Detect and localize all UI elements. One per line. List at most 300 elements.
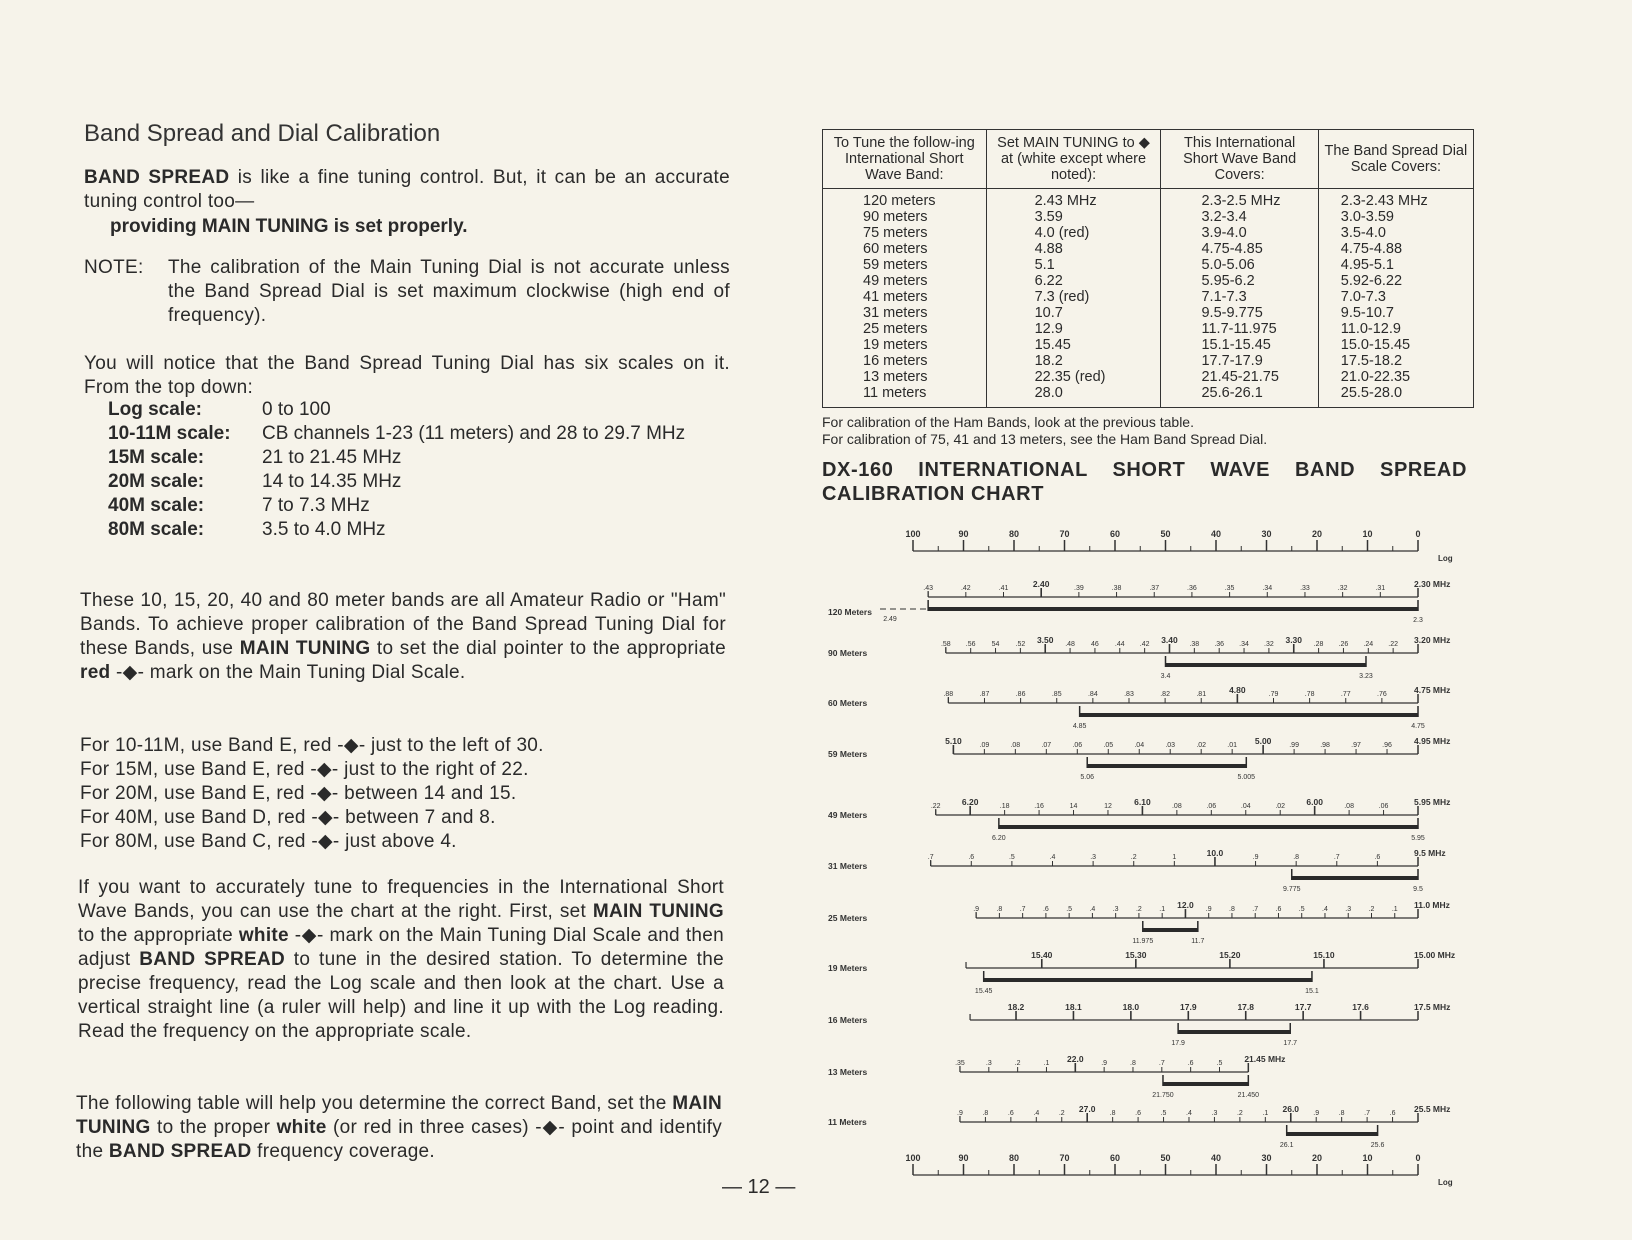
log-tick-label: 70 <box>1059 529 1070 539</box>
band-scale-label: .3 <box>1345 906 1352 913</box>
table-cell: 18.2 <box>986 353 1161 369</box>
band-scale-label: .44 <box>1114 641 1125 648</box>
band-scale-label: .77 <box>1340 691 1351 698</box>
band-coverage-bar <box>1163 1082 1248 1086</box>
bold-text: red <box>80 662 111 683</box>
band-scale-label: .06 <box>1206 803 1217 810</box>
band-scale-label: 3.50 <box>1036 635 1054 645</box>
band-scale-label: 12.0 <box>1177 900 1194 910</box>
band-scale-label: .35 <box>955 1060 965 1067</box>
log-tick-label: 20 <box>1311 1153 1323 1163</box>
band-scale-label: .8 <box>1293 854 1300 861</box>
band-scale-label: .98 <box>1320 742 1330 749</box>
band-scale-label: .42 <box>960 585 971 592</box>
band-scale-label: .6 <box>1275 906 1282 913</box>
table-header-cell: This International Short Wave Band Covers: <box>1161 130 1318 189</box>
band-scale-label: .02 <box>1196 742 1207 749</box>
band-scale-label: .3 <box>985 1060 992 1067</box>
band-coverage-bar <box>1143 928 1198 932</box>
band-scale-label: .2 <box>1135 906 1142 913</box>
band-scale-label: .9 <box>1313 1110 1320 1117</box>
text: These 10, 15, 20, 40 and 80 meter bands are all Amateur Radio or "Ham" Bands. To achieve proper calibration of the Band Spread Tuning Dial for these Bands, use <box>80 590 726 659</box>
band-coverage-bar <box>1087 764 1246 768</box>
text: -◆- mark on the Main Tuning Dial Scale. <box>110 662 466 683</box>
band-scale-label: .34 <box>1239 641 1249 648</box>
table-cell: 59 meters <box>823 257 987 273</box>
band-scale-label: .5 <box>1216 1060 1223 1067</box>
section-title: Band Spread and Dial Calibration <box>84 120 441 147</box>
band-scale-label: .38 <box>1111 585 1122 592</box>
band-row-label: 31 Meters <box>828 861 868 871</box>
text: to the appropriate <box>78 925 239 946</box>
band-scale-label: .01 <box>1227 742 1238 749</box>
table-cell: 21.0-22.35 <box>1318 369 1473 385</box>
band-scale-label: 15.00 MHz <box>1414 950 1456 960</box>
band-scale-label: .4 <box>1186 1110 1192 1117</box>
band-scale-label: 5.95 MHz <box>1414 797 1451 807</box>
band-row-label: 13 Meters <box>828 1067 868 1077</box>
band-scale-label: .5 <box>1298 906 1305 913</box>
band-scale-label: .33 <box>1300 585 1310 592</box>
band-scale-label: 18.2 <box>1007 1002 1025 1012</box>
band-coverage-label: 21.750 <box>1152 1092 1174 1099</box>
band-coverage-label: 9.775 <box>1282 886 1301 893</box>
band-scale-label: .88 <box>943 691 954 698</box>
band-scale-label: .7 <box>1019 906 1026 913</box>
table-cell: 10.7 <box>986 305 1161 321</box>
band-scale-label: .6 <box>1187 1060 1194 1067</box>
footnote: For calibration of 75, 41 and 13 meters, see the Ham Band Spread Dial. <box>822 431 1268 447</box>
band-row-label: 90 Meters <box>828 648 868 658</box>
table-cell: 2.3-2.43 MHz <box>1318 189 1473 210</box>
text: frequency coverage. <box>251 1141 436 1162</box>
band-scale-label: .85 <box>1051 691 1062 698</box>
note-label: NOTE: <box>84 257 144 278</box>
band-scale-label: 4.95 MHz <box>1414 736 1451 746</box>
text: is like a fine tuning control. But, it can be an accurate tuning control too— <box>84 167 730 212</box>
band-scale-label: .99 <box>1289 742 1299 749</box>
band-coverage-bar <box>1178 1030 1290 1034</box>
band-scale-label: .4 <box>1033 1110 1040 1117</box>
band-scale-label: .7 <box>927 854 934 861</box>
table-cell: 9.5-9.775 <box>1161 305 1318 321</box>
table-cell: 7.3 (red) <box>986 289 1161 305</box>
log-tick-label: 90 <box>958 529 969 539</box>
log-axis-label: Log <box>1438 554 1453 563</box>
table-cell: 19 meters <box>823 337 987 353</box>
table-cell: 31 meters <box>823 305 987 321</box>
band-coverage-bar <box>1080 713 1418 717</box>
band-scale-label: .22 <box>930 803 941 810</box>
table-cell: 17.5-18.2 <box>1318 353 1473 369</box>
band-scale-label: .1 <box>1391 906 1398 913</box>
band-scale-label: .18 <box>999 803 1010 810</box>
log-axis-label: Log <box>1438 1178 1453 1187</box>
band-scale-label: .6 <box>1389 1110 1396 1117</box>
band-scale-label: .08 <box>1171 803 1182 810</box>
band-scale-label: .86 <box>1015 691 1026 698</box>
table-cell: 13 meters <box>823 369 987 385</box>
table-cell: 6.22 <box>986 273 1161 289</box>
band-scale-label: .36 <box>1214 641 1225 648</box>
band-scale-label: .06 <box>1072 742 1083 749</box>
band-scale-label: .8 <box>1229 906 1235 913</box>
table-cell: 2.3-2.5 MHz <box>1161 189 1318 210</box>
band-scale-label: .6 <box>968 854 975 861</box>
table-cell: 3.2-3.4 <box>1161 209 1318 225</box>
band-coverage-label: 17.9 <box>1171 1040 1185 1047</box>
band-coverage-label: 5.005 <box>1237 774 1256 781</box>
band-scale-label: .2 <box>1368 906 1375 913</box>
band-scale-label: .2 <box>1014 1060 1021 1067</box>
band-scale-label: 2.30 MHz <box>1414 579 1451 589</box>
bold-text: BAND SPREAD <box>139 949 286 970</box>
band-instruction: For 40M, use Band D, red -◆- between 7 and 8. <box>80 807 496 828</box>
band-scale-label: .3 <box>1112 906 1119 913</box>
band-scale-label: 17.6 <box>1352 1002 1369 1012</box>
band-scale-label: 12 <box>1104 803 1112 810</box>
band-scale-label: .02 <box>1275 803 1286 810</box>
band-scale-label: .96 <box>1382 742 1392 749</box>
scale-range: 7 to 7.3 MHz <box>262 495 370 516</box>
log-tick-label: 40 <box>1210 529 1222 539</box>
log-tick-label: 30 <box>1261 529 1272 539</box>
scale-name: 20M scale: <box>108 471 205 492</box>
band-coverage-label: 2.3 <box>1413 617 1423 624</box>
bold-text: MAIN TUNING <box>76 1093 722 1138</box>
band-scale-label: .22 <box>1388 641 1399 648</box>
band-scale-label: 6.20 <box>961 797 979 807</box>
log-tick-label: 50 <box>1160 1153 1171 1163</box>
log-tick-label: 70 <box>1059 1153 1070 1163</box>
table-cell: 12.9 <box>986 321 1161 337</box>
band-coverage-bar <box>1287 1132 1378 1136</box>
text: -◆- mark on the Main Tuning Dial Scale and then adjust <box>78 925 724 970</box>
band-scale-label: .5 <box>1008 854 1015 861</box>
log-tick-label: 90 <box>958 1153 969 1163</box>
table-cell: 75 meters <box>823 225 987 241</box>
band-scale-label: .82 <box>1160 691 1170 698</box>
bold-text: providing MAIN TUNING is set properly. <box>110 216 468 237</box>
band-coverage-label: 3.4 <box>1160 673 1171 680</box>
scale-range: 21 to 21.45 MHz <box>262 447 402 468</box>
table-cell: 9.5-10.7 <box>1318 305 1473 321</box>
text: to the proper <box>150 1117 277 1138</box>
table-cell: 16 meters <box>823 353 987 369</box>
table-header-cell: To Tune the follow-ing International Short Wave Band: <box>823 130 987 189</box>
band-scale-label: .7 <box>1364 1110 1371 1117</box>
table-cell: 25 meters <box>823 321 987 337</box>
band-scale-label: .52 <box>1015 641 1026 648</box>
scale-name: 15M scale: <box>108 447 205 468</box>
band-scale-label: .6 <box>1007 1110 1014 1117</box>
band-coverage-label: 15.1 <box>1305 988 1319 995</box>
band-scale-label: .79 <box>1268 691 1279 698</box>
table-cell: 5.1 <box>986 257 1161 273</box>
band-row-label: 59 Meters <box>828 749 868 759</box>
band-scale-label: .2 <box>1130 854 1137 861</box>
band-scale-label: .04 <box>1134 742 1145 749</box>
band-scale-label: 17.5 MHz <box>1414 1002 1451 1012</box>
text: to set the dial pointer to the appropriate <box>370 638 726 659</box>
band-scale-label: .48 <box>1065 641 1075 648</box>
table-cell: 3.0-3.59 <box>1318 209 1473 225</box>
table-cell: 28.0 <box>986 385 1161 408</box>
band-scale-label: 17.9 <box>1180 1002 1197 1012</box>
band-scale-label: 2.40 <box>1032 579 1050 589</box>
band-scale-label: 6.10 <box>1134 797 1151 807</box>
band-coverage-bar <box>1166 663 1366 667</box>
log-tick-label: 80 <box>1008 1153 1020 1163</box>
band-scale-label: .6 <box>1042 906 1049 913</box>
band-scale-label: .37 <box>1149 585 1160 592</box>
band-row-label: 19 Meters <box>828 963 868 973</box>
log-tick-label: 100 <box>905 529 921 539</box>
band-scale-label: .8 <box>982 1110 989 1117</box>
band-scale-label: .3 <box>1211 1110 1218 1117</box>
band-scale-label: .24 <box>1363 641 1374 648</box>
band-scale-label: .6 <box>1374 854 1381 861</box>
band-scale-label: 17.7 <box>1294 1002 1312 1012</box>
band-scale-label: 10.0 <box>1206 848 1224 858</box>
bold-text: white <box>238 925 289 946</box>
band-scale-label: .9 <box>1252 854 1259 861</box>
band-scale-label: .03 <box>1165 742 1176 749</box>
band-scale-label: .4 <box>1322 906 1328 913</box>
scale-range: 3.5 to 4.0 MHz <box>262 519 386 540</box>
band-instruction: For 15M, use Band E, red -◆- just to the right of 22. <box>80 759 529 780</box>
table-cell: 25.5-28.0 <box>1318 385 1473 408</box>
log-tick-label: 40 <box>1210 1153 1222 1163</box>
band-coverage-label: 11.975 <box>1132 938 1154 945</box>
table-cell: 3.5-4.0 <box>1318 225 1473 241</box>
chart-title: DX-160 INTERNATIONAL SHORT WAVE BAND SPREAD CALIBRATION CHART <box>822 459 1467 505</box>
band-scale-label: .84 <box>1087 691 1098 698</box>
band-coverage-label: 9.5 <box>1413 886 1423 893</box>
text: (or red in three cases) -◆- point and identify the <box>76 1117 722 1162</box>
band-coverage-label: 25.6 <box>1370 1142 1385 1149</box>
scale-name: 80M scale: <box>108 519 205 540</box>
table-cell: 4.75-4.85 <box>1161 241 1318 257</box>
band-scale-label: 27.0 <box>1078 1104 1096 1114</box>
table-header-cell: Set MAIN TUNING to ◆ at (white except where noted): <box>986 130 1161 189</box>
band-row-label: 11 Meters <box>828 1117 867 1127</box>
band-scale-label: .7 <box>1333 854 1340 861</box>
table-cell: 5.95-6.2 <box>1161 273 1318 289</box>
table-cell: 22.35 (red) <box>986 369 1161 385</box>
table-cell: 17.7-17.9 <box>1161 353 1318 369</box>
band-scale-label: .7 <box>1252 906 1259 913</box>
scale-name: Log scale: <box>108 399 202 420</box>
band-scale-label: .26 <box>1338 641 1349 648</box>
log-tick-label: 30 <box>1261 1153 1272 1163</box>
text: If you want to accurately tune to frequencies in the International Short Wave Bands, you can use the chart at the right. First, set <box>78 877 724 922</box>
table-cell: 7.0-7.3 <box>1318 289 1473 305</box>
band-scale-label: .08 <box>1010 742 1021 749</box>
band-scale-label: .87 <box>979 691 990 698</box>
band-scale-label: 17.8 <box>1237 1002 1254 1012</box>
band-scale-label: 25.5 MHz <box>1414 1104 1451 1114</box>
band-scale-label: .2 <box>1236 1110 1243 1117</box>
band-scale-label: .78 <box>1304 691 1315 698</box>
band-scale-label: .8 <box>996 906 1003 913</box>
band-scale-label: .97 <box>1351 742 1361 749</box>
band-scale-label: 5.10 <box>945 736 962 746</box>
band-scale-label: .1 <box>1159 906 1166 913</box>
band-scale-label: .9 <box>1101 1060 1108 1067</box>
band-coverage-bar <box>1292 876 1418 880</box>
band-scale-label: 3.20 MHz <box>1414 635 1451 645</box>
scale-name: 10-11M scale: <box>108 423 231 444</box>
band-scale-label: 6.00 <box>1306 797 1323 807</box>
band-row-label: 49 Meters <box>828 810 868 820</box>
table-cell: 4.0 (red) <box>986 225 1161 241</box>
band-scale-label: 21.45 MHz <box>1244 1054 1286 1064</box>
band-coverage-bar <box>999 825 1418 829</box>
band-scale-label: .42 <box>1139 641 1150 648</box>
table-cell: 60 meters <box>823 241 987 257</box>
band-scale-label: .56 <box>965 641 976 648</box>
band-scale-label: .09 <box>979 742 990 749</box>
band-scale-label: 15.10 <box>1313 950 1335 960</box>
band-scale-label: .43 <box>923 585 934 592</box>
text: to tune in the desired station. To determine the precise frequency, read the Log scale and then look at the chart. Use a vertical straight line (a ruler will help) and line it up with the Log reading. Read the frequency on the appropriate scale. <box>78 949 724 1042</box>
band-scale-label: 3.40 <box>1161 635 1178 645</box>
band-scale-label: 3.30 <box>1285 635 1303 645</box>
table-cell: 15.45 <box>986 337 1161 353</box>
band-scale-label: .9 <box>973 906 980 913</box>
band-row-label: 120 Meters <box>828 607 872 617</box>
log-tick-label: 60 <box>1109 1153 1121 1163</box>
table-cell: 4.88 <box>986 241 1161 257</box>
band-scale-label: .8 <box>1130 1060 1136 1067</box>
band-scale-label: .5 <box>1066 906 1073 913</box>
band-scale-label: .41 <box>998 585 1009 592</box>
band-scale-label: 54 <box>991 641 1000 648</box>
note-text: The calibration of the Main Tuning Dial is not accurate unless the Band Spread Dial is set maximum clockwise (high end of frequency). <box>168 257 730 326</box>
band-scale-label: .06 <box>1378 803 1389 810</box>
band-instruction: For 20M, use Band E, red -◆- between 14 and 15. <box>80 783 517 804</box>
table-cell: 3.59 <box>986 209 1161 225</box>
band-scale-label: .5 <box>1160 1110 1167 1117</box>
text: The following table will help you determine the correct Band, set the <box>76 1093 673 1114</box>
scale-range: 14 to 14.35 MHz <box>262 471 402 492</box>
band-scale-label: 4.80 <box>1229 685 1246 695</box>
band-scale-label: 5.00 <box>1254 736 1272 746</box>
table-cell: 15.1-15.45 <box>1161 337 1318 353</box>
band-scale-label: .34 <box>1262 585 1273 592</box>
band-scale-label: 11.0 MHz <box>1414 900 1450 910</box>
band-scale-label: .32 <box>1337 585 1348 592</box>
page-number: — 12 — <box>722 1176 796 1198</box>
band-scale-label: .32 <box>1264 641 1274 648</box>
band-coverage-label: 11.7 <box>1191 938 1205 945</box>
band-scale-label: 14 <box>1069 803 1078 810</box>
band-coverage-bar <box>928 607 1418 611</box>
band-scale-label: .6 <box>1135 1110 1142 1117</box>
band-scale-label: .81 <box>1196 691 1207 698</box>
band-scale-label: 4.75 MHz <box>1414 685 1451 695</box>
band-scale-label: .9 <box>957 1110 963 1117</box>
band-scale-label: .4 <box>1049 854 1056 861</box>
table-cell: 90 meters <box>823 209 987 225</box>
band-coverage-label: 26.1 <box>1279 1142 1294 1149</box>
band-scale-label: 18.0 <box>1122 1002 1140 1012</box>
band-row-label: 25 Meters <box>828 913 868 923</box>
band-scale-label: .38 <box>1189 641 1200 648</box>
band-scale-label: 15.20 <box>1219 950 1241 960</box>
band-coverage-label: 5.95 <box>1411 835 1425 842</box>
log-tick-label: 20 <box>1311 529 1323 539</box>
table-cell: 7.1-7.3 <box>1161 289 1318 305</box>
band-scale-label: .9 <box>1205 906 1212 913</box>
band-scale-label: .3 <box>1090 854 1097 861</box>
band-scale-label: .07 <box>1041 742 1052 749</box>
log-tick-label: 100 <box>905 1153 921 1163</box>
log-tick-label: 0 <box>1415 1153 1421 1163</box>
band-scale-label: .83 <box>1124 691 1134 698</box>
table-cell: 15.0-15.45 <box>1318 337 1473 353</box>
log-tick-label: 0 <box>1415 529 1421 539</box>
band-scale-label: .2 <box>1058 1110 1065 1117</box>
bold-text: BAND SPREAD <box>84 167 230 188</box>
band-instruction: For 80M, use Band C, red -◆- just above 4. <box>80 831 457 852</box>
band-scale-label: .8 <box>1109 1110 1116 1117</box>
table-cell: 4.95-5.1 <box>1318 257 1473 273</box>
band-coverage-label: 3.23 <box>1359 673 1373 680</box>
table-cell: 2.43 MHz <box>986 189 1161 210</box>
band-coverage-label: 4.75 <box>1411 723 1425 730</box>
log-tick-label: 10 <box>1362 529 1373 539</box>
band-row-label: 16 Meters <box>828 1015 868 1025</box>
band-scale-label: .28 <box>1313 641 1324 648</box>
scale-range: CB channels 1-23 (11 meters) and 28 to 29.7 MHz <box>262 423 686 444</box>
bold-text: MAIN TUNING <box>239 638 371 659</box>
bold-text: MAIN TUNING <box>592 901 724 922</box>
band-scale-label: .8 <box>1338 1110 1345 1117</box>
band-scale-label: 18.1 <box>1065 1002 1082 1012</box>
table-cell: 41 meters <box>823 289 987 305</box>
table-header-cell: The Band Spread Dial Scale Covers: <box>1318 130 1473 189</box>
band-scale-label: 15.40 <box>1031 950 1053 960</box>
band-scale-label: .05 <box>1103 742 1114 749</box>
band-scale-label: 22.0 <box>1067 1054 1084 1064</box>
table-cell: 25.6-26.1 <box>1161 385 1318 408</box>
table-cell: 5.0-5.06 <box>1161 257 1318 273</box>
bold-text: BAND SPREAD <box>108 1141 252 1162</box>
table-cell: 4.75-4.88 <box>1318 241 1473 257</box>
band-scale-label: 46 <box>1091 641 1099 648</box>
band-scale-label: .35 <box>1224 585 1235 592</box>
table-cell: 11 meters <box>823 385 987 408</box>
band-scale-label: 9.5 MHz <box>1414 848 1446 858</box>
band-scale-label: 26.0 <box>1282 1104 1300 1114</box>
table-cell: 3.9-4.0 <box>1161 225 1318 241</box>
log-tick-label: 50 <box>1160 529 1171 539</box>
table-cell: 11.0-12.9 <box>1318 321 1473 337</box>
band-scale-label: .36 <box>1187 585 1197 592</box>
scale-name: 40M scale: <box>108 495 205 516</box>
band-scale-label: .31 <box>1375 585 1386 592</box>
band-scale-label: .4 <box>1089 906 1096 913</box>
band-coverage-label: 21.450 <box>1237 1092 1260 1099</box>
band-scale-label: .7 <box>1158 1060 1165 1067</box>
table-cell: 49 meters <box>823 273 987 289</box>
band-scale-label: .08 <box>1344 803 1354 810</box>
band-scale-label: .58 <box>940 641 951 648</box>
footnote: For calibration of the Ham Bands, look at the previous table. <box>822 414 1194 430</box>
band-instruction: For 10-11M, use Band E, red -◆- just to the left of 30. <box>80 735 544 756</box>
